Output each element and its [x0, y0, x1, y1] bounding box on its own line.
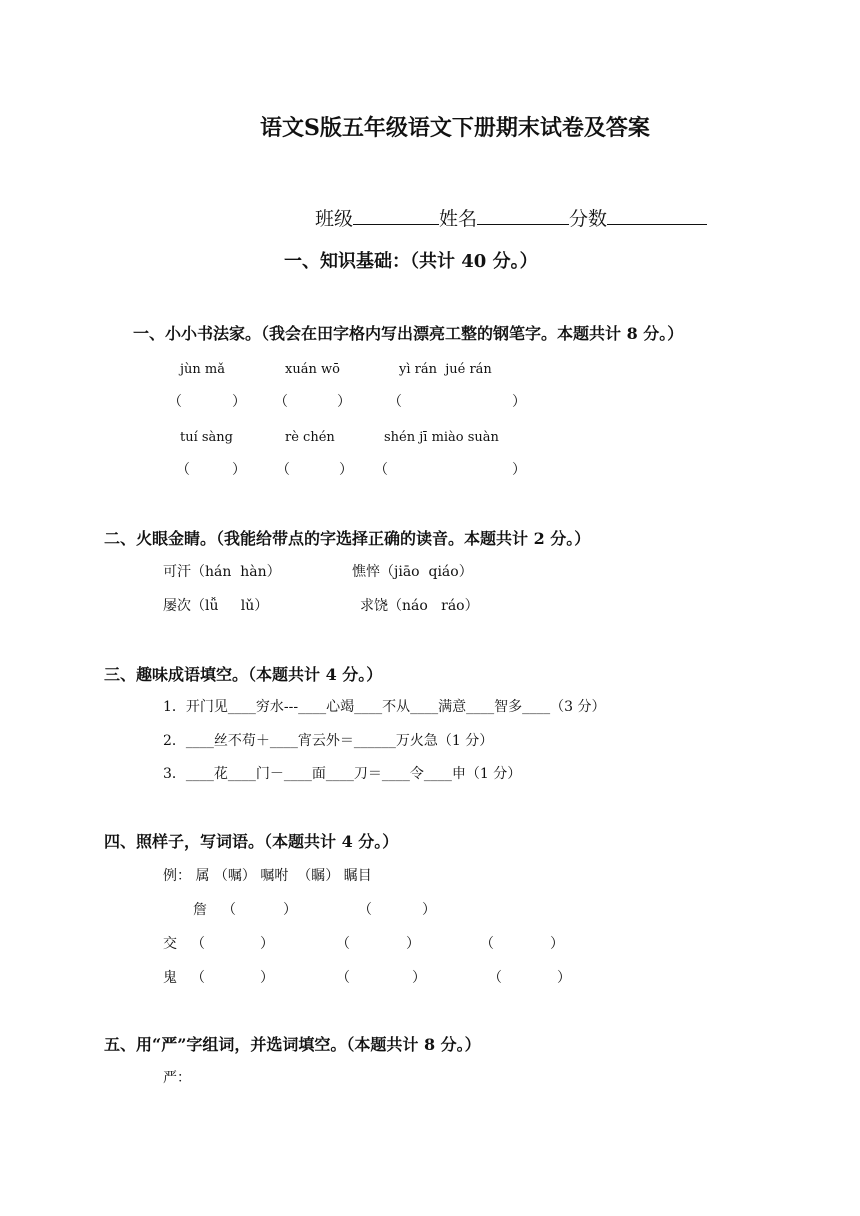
q1-paren-open: （	[388, 394, 402, 410]
q1-pinyin-6: shén jī miào suàn	[384, 430, 499, 445]
q4-paren-close: ）	[550, 936, 564, 952]
q4-paren-close: ）	[283, 902, 297, 918]
q1-paren-close: ）	[339, 462, 353, 478]
q2-item: 求饶（náo ráo）	[360, 598, 479, 614]
class-label: 班级	[315, 208, 354, 230]
q1-paren-open: （	[168, 394, 182, 410]
q4-paren-open: （	[191, 970, 205, 986]
q1-paren-open: （	[274, 394, 288, 410]
q3-line-3: 3．____花____门－____面____刀＝____令____申（1 分）	[163, 766, 522, 782]
q1-paren-close: ）	[512, 462, 526, 478]
q2-item: 憔悴（jiāo qiáo）	[352, 564, 473, 580]
q3-heading: 三、趣味成语填空。（本题共计 4 分。）	[104, 665, 383, 684]
q4-paren-close: ）	[406, 936, 420, 952]
q4-paren-open: （	[358, 902, 372, 918]
q4-paren-close: ）	[260, 936, 274, 952]
q4-paren-close: ）	[557, 970, 571, 986]
q1-paren-open: （	[276, 462, 290, 478]
q4-paren-close: ）	[422, 902, 436, 918]
name-blank	[477, 207, 569, 225]
student-info-line	[315, 207, 707, 229]
q3-line-2: 2．____丝不苟＋____宵云外＝______万火急（1 分）	[163, 733, 494, 749]
q5-heading: 五、用“严”字组词，并选词填空。（本题共计 8 分。）	[104, 1035, 481, 1054]
q4-char: 鬼	[163, 970, 177, 986]
q1-paren-close: ）	[512, 394, 526, 410]
q5-label: 严：	[163, 1070, 191, 1086]
q4-paren-open: （	[488, 970, 502, 986]
q1-pinyin-3: yì rán jué rán	[399, 362, 492, 377]
q4-char: 詹	[193, 902, 207, 918]
score-blank	[607, 207, 707, 225]
q4-char: 交	[163, 936, 177, 952]
q4-example: 例： 属 （嘱） 嘱咐 （瞩） 瞩目	[163, 868, 372, 884]
q4-paren-open: （	[480, 936, 494, 952]
q1-pinyin-5: rè chén	[285, 430, 335, 445]
q4-paren-open: （	[336, 970, 350, 986]
q1-paren-close: ）	[337, 394, 351, 410]
q1-paren-close: ）	[232, 394, 246, 410]
page-title: 语文S版五年级语文下册期末试卷及答案	[260, 115, 650, 141]
q1-heading: 一、小小书法家。（我会在田字格内写出漂亮工整的钢笔字。本题共计 8 分。）	[133, 324, 684, 343]
q1-paren-open: （	[374, 462, 388, 478]
class-blank	[353, 207, 439, 225]
q1-pinyin-2: xuán wō	[285, 362, 340, 377]
part-one-heading: 一、知识基础：（共计 40 分。）	[284, 251, 538, 272]
q4-paren-open: （	[222, 902, 236, 918]
q4-paren-open: （	[336, 936, 350, 952]
q1-paren-open: （	[176, 462, 190, 478]
q4-paren-close: ）	[260, 970, 274, 986]
q2-heading: 二、火眼金睛。（我能给带点的字选择正确的读音。本题共计 2 分。）	[104, 529, 591, 548]
q4-paren-close: ）	[412, 970, 426, 986]
q1-pinyin-1: jùn mǎ	[180, 362, 225, 377]
score-label: 分数	[569, 208, 608, 230]
q1-pinyin-4: tuí sàng	[180, 430, 234, 445]
q3-line-1: 1．开门见____穷水---____心竭____不从____满意____智多____（3 分）	[163, 699, 606, 715]
q4-paren-open: （	[191, 936, 205, 952]
name-label: 姓名	[439, 208, 478, 230]
q2-item: 屡次（lǚ lǔ）	[163, 598, 269, 614]
q4-heading: 四、照样子，写词语。（本题共计 4 分。）	[104, 832, 399, 851]
q1-paren-close: ）	[232, 462, 246, 478]
q2-item: 可汗（hán hàn）	[163, 564, 281, 580]
